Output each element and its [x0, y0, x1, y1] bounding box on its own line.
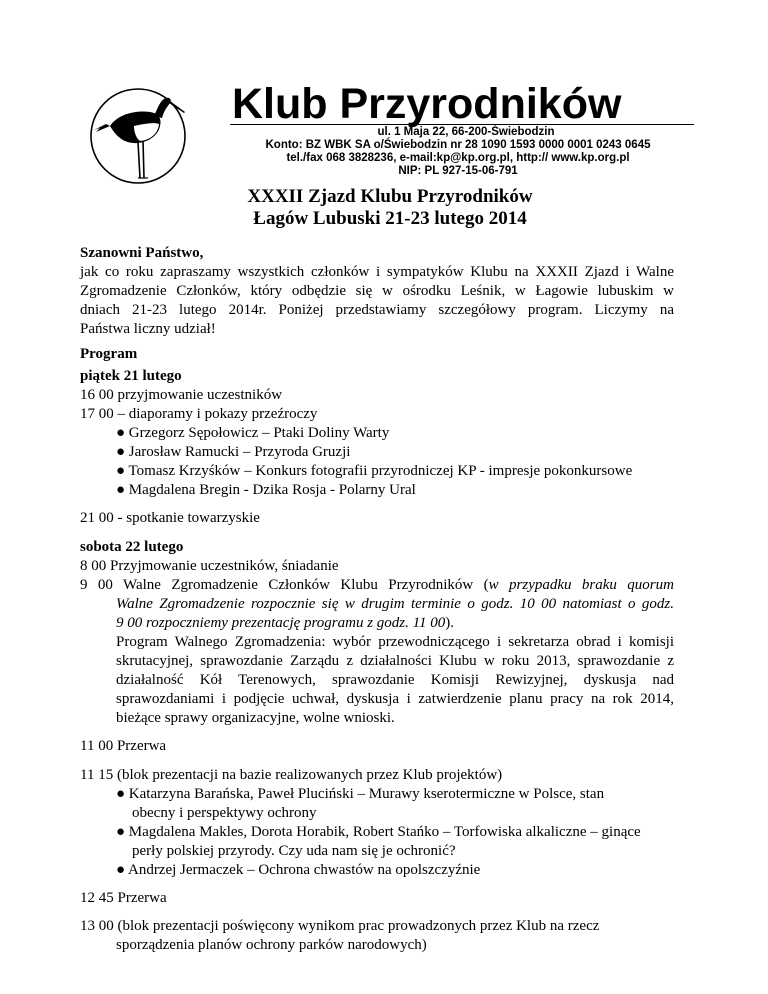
- intro-line: jak co roku zapraszamy wszystkich członków i sympatyków Klubu na XXXII Zjazd i Walne: [80, 264, 674, 280]
- greeting: Szanowni Państwo,: [80, 245, 204, 261]
- walne-text: 9 00 Walne Zgromadzenie Członków Klubu Przyrodników (: [80, 577, 489, 593]
- friday-heading: piątek 21 lutego: [80, 368, 182, 384]
- list-item: ● Andrzej Jermaczek – Ochrona chwastów na opolszczyźnie: [116, 862, 481, 878]
- stork-logo-icon: [88, 86, 188, 186]
- list-item-continuation: obecny i perspektywy ochrony: [132, 805, 317, 821]
- intro-line: Zgromadzenie Członków, który odbędzie się w ośrodku Leśnik, w Łagowie lubuskim w: [80, 283, 674, 299]
- schedule-item: 13 00 (blok prezentacji poświęcony wynikom prac prowadzonych przez Klub na rzecz: [80, 918, 600, 934]
- walne-note-end: [116, 614, 454, 633]
- schedule-item: 12 45 Przerwa: [80, 890, 167, 906]
- saturday-heading: sobota 22 lutego: [80, 539, 184, 555]
- event-title: XXXII Zjazd Klubu Przyrodników: [247, 186, 533, 207]
- walne-note: Walne Zgromadzenie rozpocznie się w drugim terminie o godz. 10 00 natomiast o godz.: [116, 596, 674, 612]
- agenda-line: działalność Kół Terenowych, sprawozdanie Komisji Rewizyjnej, dyskusja nad: [116, 672, 674, 688]
- schedule-item: 21 00 - spotkanie towarzyskie: [80, 510, 260, 526]
- agenda-line: Program Walnego Zgromadzenia: wybór przewodniczącego i sekretarza obrad i komisji: [116, 634, 674, 650]
- bank-account: Konto: BZ WBK SA o/Świebodzin nr 28 1090 1593 0000 0001 0243 0645: [265, 139, 651, 151]
- schedule-item: 11 15 (blok prezentacji na bazie realizowanych przez Klub projektów): [80, 767, 503, 783]
- list-item: ● Grzegorz Sępołowicz – Ptaki Doliny Warty: [116, 425, 390, 441]
- list-item: ● Tomasz Krzyśków – Konkurs fotografii przyrodniczej KP - impresje pokonkursowe: [116, 463, 633, 479]
- list-item: ● Magdalena Bregin - Dzika Rosja - Polarny Ural: [116, 482, 416, 498]
- walne-note: 9 00 rozpoczniemy prezentację programu z godz. 11 00: [116, 615, 446, 631]
- schedule-item: 17 00 – diaporamy i pokazy przeźroczy: [80, 406, 318, 422]
- intro-line: Państwa liczny udział!: [80, 321, 216, 337]
- schedule-item: 16 00 przyjmowanie uczestników: [80, 387, 283, 403]
- list-item: ● Katarzyna Barańska, Paweł Pluciński – Murawy kserotermiczne w Polsce, stan: [116, 786, 605, 802]
- schedule-item-continuation: sporządzenia planów ochrony parków narodowych): [116, 937, 427, 953]
- intro-line: dniach 21-23 lutego 2014r. Poniżej przedstawiamy szczegółowy program. Liczymy na: [80, 302, 674, 318]
- list-item: ● Jarosław Ramucki – Przyroda Gruzji: [116, 444, 351, 460]
- agenda-line: bieżące sprawy organizacyjne, wolne wnioski.: [116, 710, 395, 726]
- walne-note: w przypadku braku quorum: [488, 577, 674, 593]
- nip-number: NIP: PL 927-15-06-791: [398, 165, 518, 177]
- club-name: Klub Przyrodników: [232, 80, 622, 128]
- list-item: ● Magdalena Makles, Dorota Horabik, Robert Stańko – Torfowiska alkaliczne – ginące: [116, 824, 641, 840]
- agenda-line: skrutacyjnej, sprawozdanie Zarządu z działalności Klubu w roku 2013, sprawozdanie z: [116, 653, 674, 669]
- club-address: ul. 1 Maja 22, 66-200-Świebodzin: [377, 126, 555, 138]
- schedule-item: 11 00 Przerwa: [80, 738, 167, 754]
- program-heading: Program: [80, 346, 138, 362]
- agenda-line: sprawozdaniami i podjęcie uchwał, dyskusja i zatwierdzenie planu pracy na rok 2014,: [116, 691, 674, 707]
- list-item-continuation: perły polskiej przyrody. Czy uda nam się je ochronić?: [132, 843, 456, 859]
- contact-info: tel./fax 068 3828236, e-mail:kp@kp.org.pl, http:// www.kp.org.pl: [286, 152, 630, 164]
- schedule-item-walne: [80, 576, 674, 595]
- walne-note-tail: ).: [445, 615, 455, 631]
- schedule-item: 8 00 Przyjmowanie uczestników, śniadanie: [80, 558, 339, 574]
- event-subtitle: Łagów Lubuski 21-23 lutego 2014: [253, 208, 527, 229]
